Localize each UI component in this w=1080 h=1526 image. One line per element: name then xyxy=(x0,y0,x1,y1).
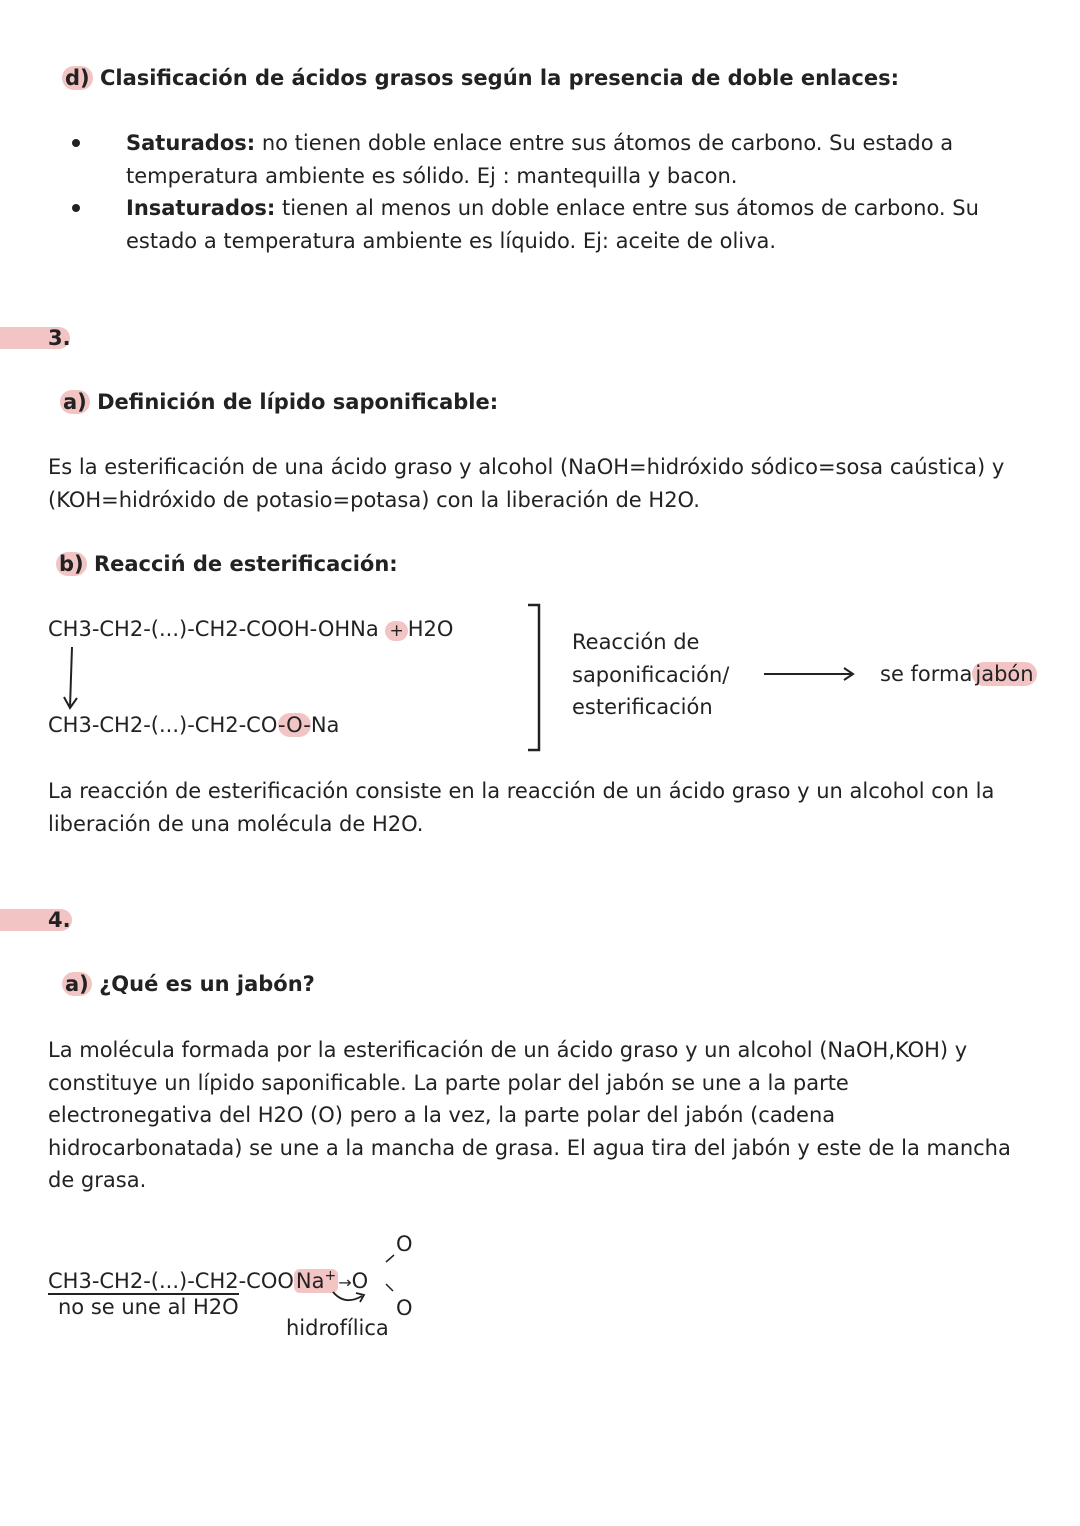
paragraph-line: constituye un lípido saponificable. La parte polar del jabón se une a la parte xyxy=(48,1070,849,1095)
section-3a-paragraph xyxy=(48,451,1004,516)
result-highlight: jabón xyxy=(972,662,1036,686)
paragraph-line: (KOH=hidróxido de potasio=potasa) con la liberación de H2O. xyxy=(48,487,700,512)
paragraph-line: La reacción de esterificación consiste en la reacción de un ácido graso y un alcohol con la xyxy=(48,779,995,803)
section-d-title: Clasificación de ácidos grasos según la presencia de doble enlaces: xyxy=(99,66,900,90)
down-arrow-icon xyxy=(60,645,84,713)
reaction-reactant xyxy=(48,613,453,648)
heading-marker: a) xyxy=(60,390,90,414)
section-4a-heading xyxy=(62,969,315,999)
oxygen-center: O xyxy=(351,1269,369,1293)
paragraph-line: Es la esterificación de una ácido graso y alcohol (NaOH=hidróxido sódico=sosa caústica) y xyxy=(48,455,1005,479)
paragraph-line: de grasa. xyxy=(48,1168,147,1192)
bullet-term: Saturados: xyxy=(126,131,256,155)
sodium-ion: Na xyxy=(295,1269,325,1293)
bullet-text: tienen al menos un doble enlace entre sus átomos de carbono. Su xyxy=(275,196,979,220)
reaction-result xyxy=(880,658,1037,691)
right-arrow-icon xyxy=(762,666,858,682)
water-formula: H2O xyxy=(407,617,454,641)
reaction-product xyxy=(48,709,339,742)
bullet-icon xyxy=(72,139,80,147)
heading-title: ¿Qué es un jabón? xyxy=(99,972,315,996)
bracket-icon xyxy=(524,602,544,754)
heading-title: Definición de lípido saponificable: xyxy=(97,390,499,414)
label-line: Reacción de xyxy=(572,630,700,654)
product-highlight: -O- xyxy=(277,713,311,737)
label-line: esterificación xyxy=(572,695,713,719)
bullet-insaturados xyxy=(126,192,979,257)
heading-marker: b) xyxy=(56,552,87,576)
section-3b-paragraph xyxy=(48,775,994,840)
bullet-icon xyxy=(72,204,80,212)
section-3-number: 3. xyxy=(48,326,71,350)
chain-label: no se une al H2O xyxy=(58,1295,239,1319)
carboxylate-group: -COO xyxy=(238,1269,294,1293)
product-formula-end: Na xyxy=(310,713,340,737)
hydrophobic-chain: CH3-CH2-(...)-CH2 xyxy=(48,1269,239,1293)
section-4-number: 4. xyxy=(48,908,71,932)
heading-marker: a) xyxy=(62,972,92,996)
hydrophilic-label: hidrofílica xyxy=(286,1316,389,1340)
bond-lines-icon xyxy=(330,1250,410,1310)
plus-sign: + xyxy=(385,621,407,641)
oxygen-top: O xyxy=(396,1232,413,1256)
bullet-text: estado a temperatura ambiente es líquido. Ej: aceite de oliva. xyxy=(126,228,777,253)
section-3a-heading xyxy=(60,387,498,417)
section-d-heading xyxy=(62,63,899,93)
reactant-formula: CH3-CH2-(...)-CH2-COOH-OHNa xyxy=(48,617,379,641)
positive-charge: + xyxy=(324,1268,337,1284)
result-text: se forma xyxy=(880,662,973,686)
section-4a-paragraph xyxy=(48,1034,1011,1197)
product-formula: CH3-CH2-(...)-CH2-CO xyxy=(48,713,278,737)
label-line: saponificación/ xyxy=(572,662,730,687)
paragraph-line: hidrocarbonatada) se une a la mancha de grasa. El agua tira del jabón y este de la mancha xyxy=(48,1135,1011,1160)
bullet-term: Insaturados: xyxy=(126,196,276,220)
heading-title: Reacciń de esterificación: xyxy=(93,552,398,576)
bullet-text: temperatura ambiente es sólido. Ej : mantequilla y bacon. xyxy=(126,163,738,188)
paragraph-line: La molécula formada por la esterificación de un ácido graso y un alcohol (NaOH,KOH) y xyxy=(48,1038,968,1062)
oxygen-bottom: O xyxy=(396,1296,413,1320)
section-d-marker: d) xyxy=(62,66,93,90)
paragraph-line: liberación de una molécula de H2O. xyxy=(48,811,424,836)
reaction-label xyxy=(572,626,729,724)
bullet-text: no tienen doble enlace entre sus átomos de carbono. Su estado a xyxy=(255,131,954,155)
section-3b-heading xyxy=(56,549,398,579)
arrow-icon: → xyxy=(338,1273,352,1292)
bullet-saturados xyxy=(126,127,953,192)
paragraph-line: electronegativa del H2O (O) pero a la vez, la parte polar del jabón (cadena xyxy=(48,1103,836,1127)
